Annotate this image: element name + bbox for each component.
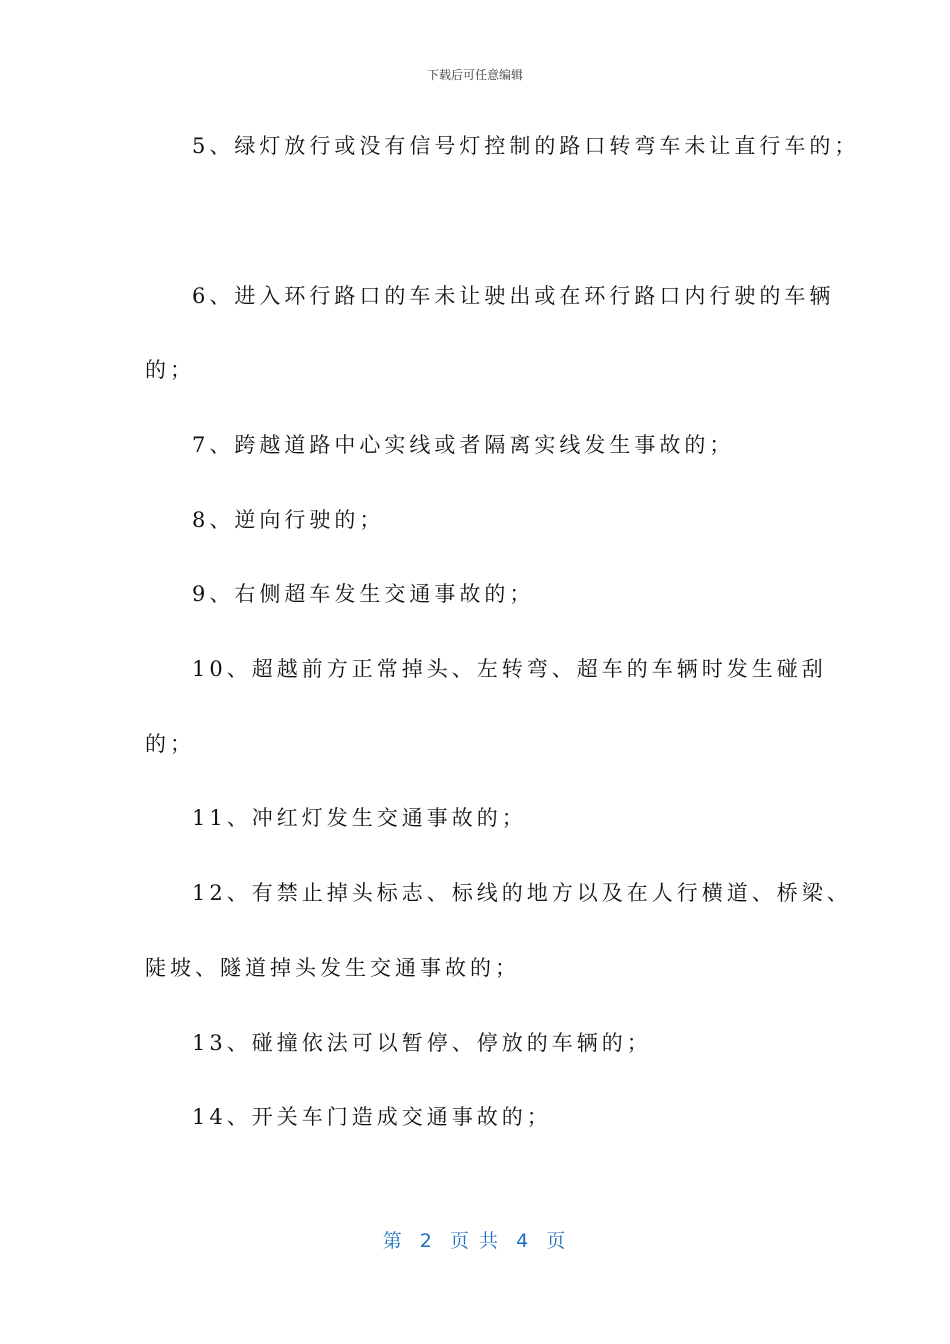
paragraph-6-continuation: 的； [145, 358, 195, 382]
paragraph-14: 14、开关车门造成交通事故的； [192, 1105, 552, 1129]
paragraph-5: 5、绿灯放行或没有信号灯控制的路口转弯车未让直行车的； [192, 134, 860, 158]
paragraph-11: 11、冲红灯发生交通事故的； [192, 806, 527, 830]
paragraph-8: 8、逆向行驶的； [192, 508, 385, 532]
page-number-footer: 第 2 页 共 4 页 [382, 1230, 568, 1252]
paragraph-12-continuation: 陡坡、隧道掉头发生交通事故的； [145, 956, 520, 980]
paragraph-10: 10、超越前方正常掉头、左转弯、超车的车辆时发生碰刮 [192, 657, 827, 681]
paragraph-6: 6、进入环行路口的车未让驶出或在环行路口内行驶的车辆 [192, 284, 835, 308]
paragraph-13: 13、碰撞依法可以暂停、停放的车辆的； [192, 1031, 652, 1055]
page-header: 下载后可任意编辑 [426, 68, 523, 82]
paragraph-10-continuation: 的； [145, 732, 195, 756]
paragraph-7: 7、跨越道路中心实线或者隔离实线发生事故的； [192, 433, 735, 457]
paragraph-9: 9、右侧超车发生交通事故的； [192, 582, 535, 606]
paragraph-12: 12、有禁止掉头标志、标线的地方以及在人行横道、桥梁、 [192, 881, 852, 905]
